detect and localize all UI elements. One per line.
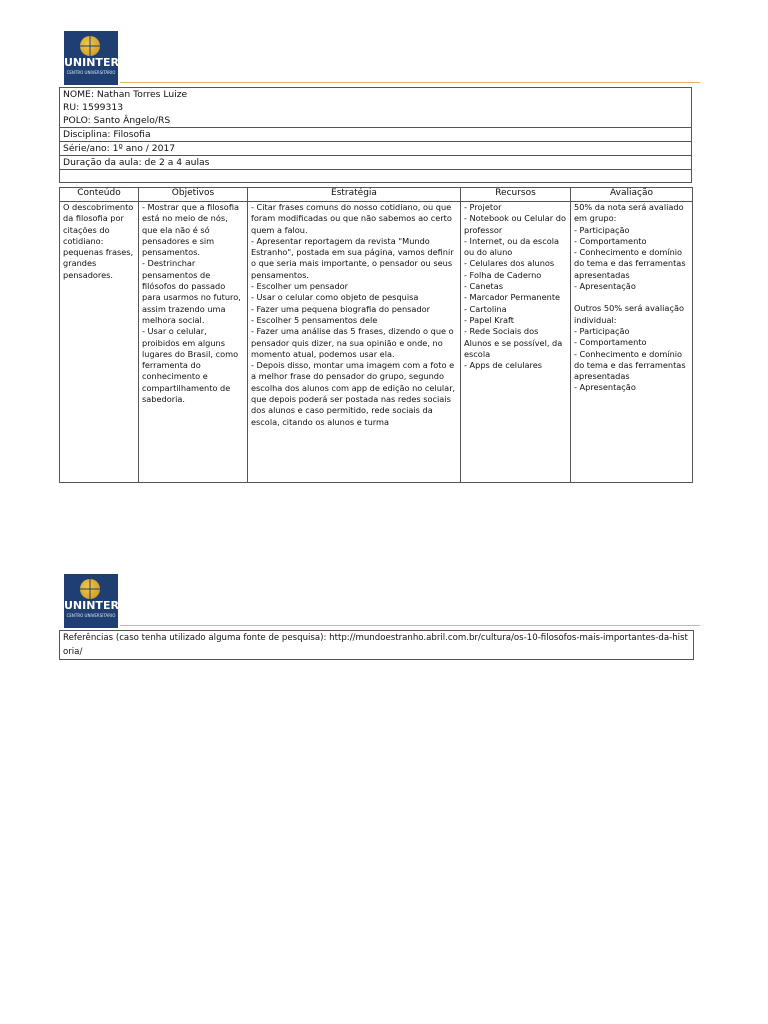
objetivos-cell [139, 202, 248, 483]
recurso-item: - Internet, ou da escola ou do aluno [464, 235, 559, 258]
header-conteudo: Conteúdo [60, 188, 139, 202]
estrategia-item: - Fazer uma pequena biografia do pensador [251, 303, 431, 314]
student-info-table [59, 87, 692, 183]
conteudo-text: O descobrimento da filosofia por citações do cotidiano: pequenas frases, grandes pensadores. [63, 202, 134, 280]
header-estrategia: Estratégia [248, 188, 461, 202]
class-duration: Duração da aula: de 2 a 4 aulas [60, 156, 692, 170]
references-box: Referências (caso tenha utilizado alguma fonte de pesquisa): http://mundoestranho.abril.com.br/cultura/os-10-filosofos-mais-importantes-da-historia/ [59, 630, 694, 660]
header-avaliacao: Avaliação [571, 188, 693, 202]
recurso-item: - Canetas [464, 281, 504, 292]
recurso-item: - Notebook ou Celular do professor [464, 213, 566, 235]
globe-icon [80, 36, 100, 56]
avaliacao-grupo-item: 50% da nota será avaliado em grupo: [574, 202, 684, 224]
uninter-logo [64, 31, 118, 85]
logo-brand: UNINTER [64, 56, 119, 69]
logo-brand: UNINTER [64, 599, 119, 612]
recurso-item: - Cartolina [464, 303, 507, 314]
header-divider [120, 82, 700, 83]
recurso-item: - Rede Sociais dos Alunos e se possível, da escola [464, 326, 563, 359]
lesson-plan-table [59, 187, 693, 483]
spacer-row [60, 170, 692, 183]
avaliacao-individual-item: Outros 50% será avaliação individual: [574, 303, 684, 325]
recurso-item: - Folha de Caderno [464, 269, 542, 280]
uninter-logo-page2 [64, 574, 118, 628]
grade-year: Série/ano: 1º ano / 2017 [60, 142, 692, 156]
logo-subtitle: CENTRO UNIVERSITÁRIO [66, 70, 116, 75]
recurso-item: - Projetor [464, 202, 502, 212]
estrategia-item: - Usar o celular como objeto de pesquisa [251, 292, 419, 303]
objetivo-item: - Mostrar que a filosofia está no meio de nós, que ela não é só pensadores e sim pensamentos. [142, 202, 239, 258]
estrategia-item: - Escolher 5 pensamentos dele [251, 314, 378, 325]
globe-icon [80, 579, 100, 599]
student-name: NOME: Nathan Torres Luize [60, 88, 692, 102]
student-ru: RU: 1599313 [60, 101, 692, 114]
estrategia-item: - Fazer uma análise das 5 frases, dizendo o que o pensador quis dizer, na sua opinião e onde, no momento atual, podemos usar ela. [251, 326, 454, 359]
recurso-item: - Celulares dos alunos [464, 258, 555, 269]
header-divider-page2 [120, 625, 700, 626]
recurso-item: - Marcador Permanente [464, 292, 561, 303]
logo-subtitle: CENTRO UNIVERSITÁRIO [66, 613, 116, 618]
estrategia-item: - Depois disso, montar uma imagem com a foto e a melhor frase do pensador do grupo, segundo escolha dos alunos com app de edição no celular, que depois poderá ser postada nas redes sociais dos alunos e caso permitido, rede sociais da escola, citando os alunos e turma [251, 360, 456, 427]
objetivo-item: - Destrinchar pensamentos de filósofos do passado para usarmos no futuro, assim trazendo uma melhora social. [142, 258, 241, 325]
header-objetivos: Objetivos [139, 188, 248, 202]
estrategia-item: - Apresentar reportagem da revista "Mundo Estranho", postada em sua página, vamos definir o que seria mais importante, o pensador ou seus pensamentos. [251, 235, 454, 280]
recurso-item: - Papel Kraft [464, 314, 514, 325]
student-polo: POLO: Santo Ângelo/RS [60, 114, 692, 128]
header-recursos: Recursos [461, 188, 571, 202]
conteudo-cell [60, 202, 139, 483]
avaliacao-grupo-item: - Comportamento [574, 235, 647, 246]
avaliacao-cell [571, 202, 693, 483]
recursos-cell [461, 202, 571, 483]
estrategia-item: - Citar frases comuns do nosso cotidiano, ou que foram modificadas ou que não sabemos ao certo quem a falou. [251, 202, 452, 235]
avaliacao-grupo-item: - Conhecimento e domínio do tema e das ferramentas apresentadas [574, 247, 686, 280]
objetivo-item: - Usar o celular, proibidos em alguns lugares do Brasil, como ferramenta do conhecimento e compartilhamento de sabedoria. [142, 326, 239, 405]
avaliacao-gap [574, 292, 689, 303]
estrategia-cell [248, 202, 461, 483]
avaliacao-individual-item: - Conhecimento e domínio do tema e das ferramentas apresentadas [574, 348, 686, 382]
avaliacao-grupo-item: - Participação [574, 224, 630, 235]
avaliacao-grupo-item: - Apresentação [574, 281, 636, 292]
discipline: Disciplina: Filosofia [60, 128, 692, 142]
avaliacao-individual-item: - Comportamento [574, 337, 647, 348]
estrategia-item: - Escolher um pensador [251, 281, 349, 292]
avaliacao-individual-item: - Participação [574, 325, 630, 336]
recurso-item: - Apps de celulares [464, 360, 543, 371]
avaliacao-individual-item: - Apresentação [574, 382, 636, 393]
